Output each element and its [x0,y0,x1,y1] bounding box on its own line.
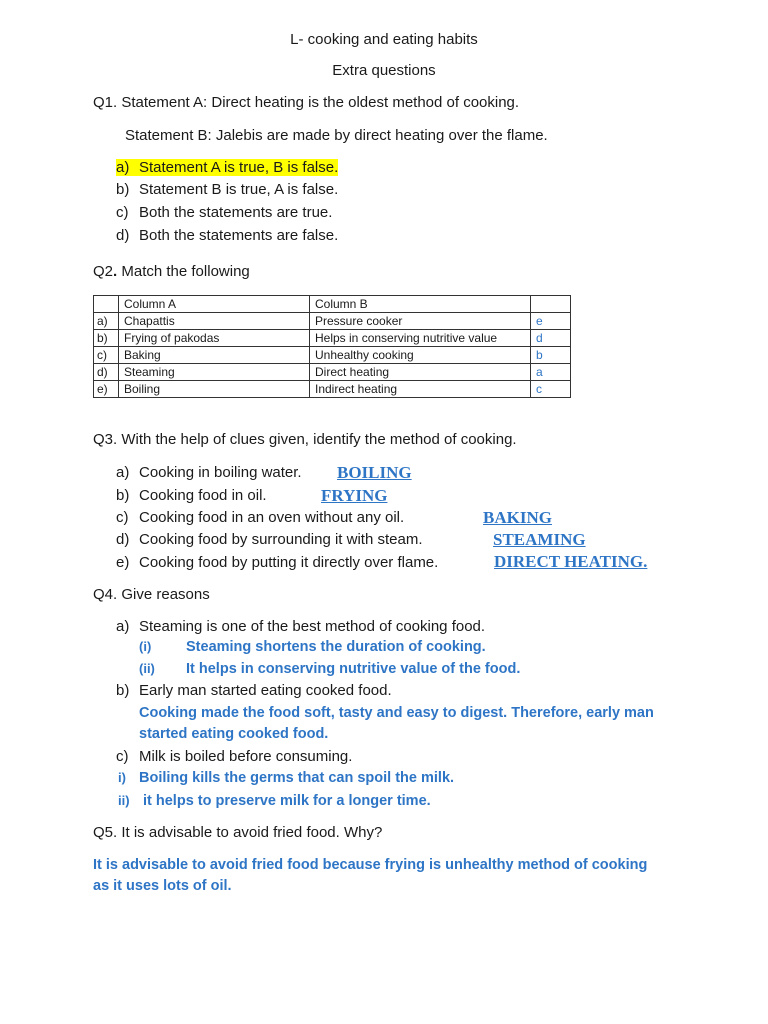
match-table [93,295,571,398]
item-text: Early man started eating cooked food. [139,682,392,699]
item-letter: b) [116,682,130,699]
q4-c-answer-1 [118,770,454,786]
table-cell: b) [94,330,119,347]
table-answer-cell: e [531,313,571,330]
table-row [94,364,571,381]
table-cell: Pressure cooker [310,313,531,330]
item-text: Steaming is one of the best method of cooking food. [139,618,486,635]
q3-heading: Q3. With the help of clues given, identify the method of cooking. [93,431,517,448]
table-cell: Boiling [119,381,310,398]
table-cell: a) [94,313,119,330]
table-cell: e) [94,381,119,398]
answer-text: Boiling kills the germs that can spoil the milk. [139,770,455,786]
table-cell: Chapattis [119,313,310,330]
table-row [94,347,571,364]
q1-option-a [116,159,338,176]
table-row [94,313,571,330]
table-cell: Helps in conserving nutritive value [310,330,531,347]
item-text: Cooking in boiling water. [139,464,302,481]
option-text: Statement A is true, B is false. [139,159,339,176]
q4-item-c [116,748,352,765]
table-row [94,330,571,347]
q3-answer-c: BAKING [483,508,552,527]
q1-statement-b: Statement B: Jalebis are made by direct heating over the flame. [125,127,548,144]
item-letter: b) [116,487,130,504]
option-letter: d) [116,227,130,244]
q3-answer-d: STEAMING [493,530,586,549]
table-cell: Frying of pakodas [119,330,310,347]
table-header-cell [94,296,119,313]
table-cell: Unhealthy cooking [310,347,531,364]
q1-statement-a: Q1. Statement A: Direct heating is the oldest method of cooking. [93,94,520,111]
page-subtitle: Extra questions [332,62,436,79]
item-letter: a) [116,464,130,481]
answer-text: it helps to preserve milk for a longer time. [143,793,431,809]
answer-text: Steaming shortens the duration of cooking. [186,639,486,655]
q3-item-d [116,531,422,548]
table-cell: Direct heating [310,364,531,381]
q4-item-a [116,618,485,635]
q5-heading: Q5. It is advisable to avoid fried food. Why? [93,824,383,841]
q1-option-c [116,204,332,221]
q3-answer-a: BOILING [337,463,412,482]
table-row [94,381,571,398]
q4-a-answer-2 [139,661,520,677]
table-answer-cell: a [531,364,571,381]
q4-b-answer-line2: started eating cooked food. [139,726,329,742]
item-letter: a) [116,618,130,635]
table-cell: Steaming [119,364,310,381]
item-letter: d) [116,531,130,548]
answer-number: ii) [118,793,130,808]
q5-answer-line1: It is advisable to avoid fried food because frying is unhealthy method of cooking [93,857,648,873]
option-letter: c) [116,204,129,221]
q4-heading: Q4. Give reasons [93,586,210,603]
q3-answer-b: FRYING [321,486,388,505]
option-text: Both the statements are true. [139,204,333,221]
answer-text: It helps in conserving nutritive value of the food. [186,661,521,677]
q5-answer-line2: as it uses lots of oil. [93,878,232,894]
q4-b-answer-line1: Cooking made the food soft, tasty and easy to digest. Therefore, early man [139,705,654,721]
q1-option-d [116,227,338,244]
item-text: Cooking food by surrounding it with steam. [139,531,423,548]
answer-number: (ii) [139,661,155,676]
table-cell: Baking [119,347,310,364]
q4-c-answer-2 [118,793,431,809]
q2-heading-rest: Match the following [117,263,250,280]
table-answer-cell: b [531,347,571,364]
q3-item-e [116,554,438,571]
item-text: Cooking food by putting it directly over flame. [139,554,439,571]
q3-item-c [116,509,404,526]
table-header-row [94,296,571,313]
answer-number: i) [118,770,126,785]
option-text: Statement B is true, A is false. [139,181,339,198]
q3-item-a [116,464,302,481]
table-cell: d) [94,364,119,381]
item-letter: e) [116,554,130,571]
option-letter: a) [116,159,130,176]
q1-option-b [116,181,338,198]
table-answer-cell: c [531,381,571,398]
option-text: Both the statements are false. [139,227,339,244]
table-header-cell: Column A [119,296,310,313]
table-header-cell [531,296,571,313]
q4-item-b [116,682,392,699]
q4-a-answer-1 [139,639,486,655]
table-cell: c) [94,347,119,364]
q2-heading-dot: . [113,263,118,280]
item-text: Cooking food in an oven without any oil. [139,509,405,526]
item-text: Milk is boiled before consuming. [139,748,353,765]
table-answer-cell: d [531,330,571,347]
page-title: L- cooking and eating habits [290,31,478,48]
q3-item-b [116,487,267,504]
q2-heading [93,263,250,280]
q2-heading-prefix: Q2 [93,263,114,280]
table-header-cell: Column B [310,296,531,313]
option-letter: b) [116,181,130,198]
answer-number: (i) [139,639,152,654]
q3-answer-e: DIRECT HEATING. [494,552,648,571]
item-letter: c) [116,748,129,765]
item-letter: c) [116,509,129,526]
item-text: Cooking food in oil. [139,487,267,504]
table-cell: Indirect heating [310,381,531,398]
